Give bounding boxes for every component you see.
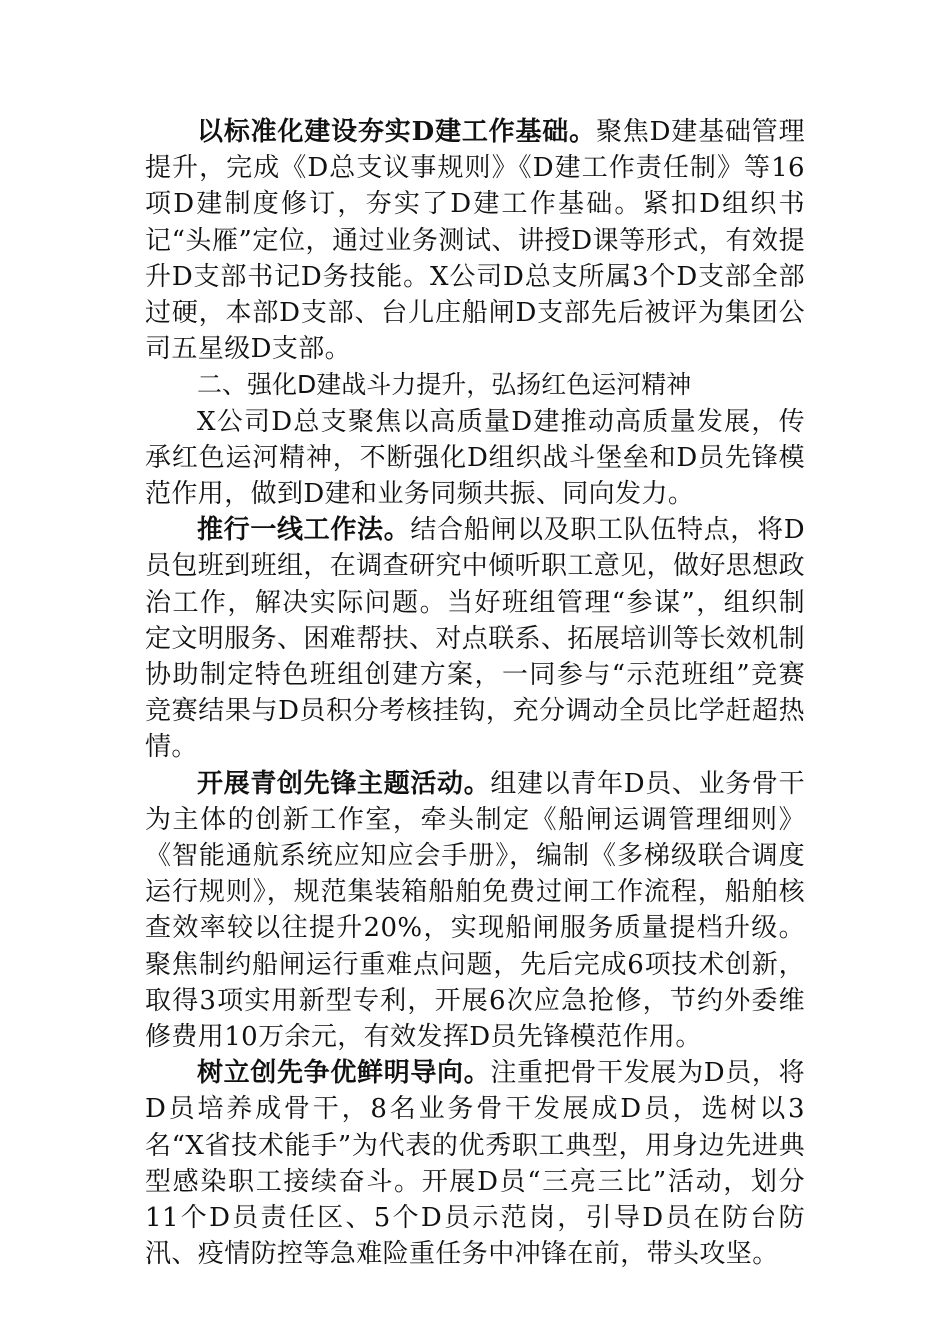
paragraph-body: 注重把骨干发展为D员，将D员培养成骨干，8名业务骨干发展成D员，选树以3名“X省技术能手”为代表的优秀职工典型，用身边先进典型感染职工接续奋斗。开展D员“三亮三比”活动，划分11个D员责任区、5个D员示范岗，引导D员在防台防汛、疫情防控等急难险重任务中冲锋在前，带头攻坚。 — [145, 1058, 805, 1270]
paragraph-youth-pioneer — [145, 766, 805, 1056]
paragraph-body: X公司D总支聚焦以高质量D建推动高质量发展，传承红色运河精神，不断强化D组织战斗堡垒和D员先锋模范作用，做到D建和业务同频共振、同向发力。 — [145, 406, 805, 510]
paragraph-body: 聚焦D建基础管理提升，完成《D总支议事规则》《D建工作责任制》等16项D建制度修订，夯实了D建工作基础。紧扣D组织书记“头雁”定位，通过业务测试、讲授D课等形式，有效提升D支部书记D务技能。X公司D总支所属3个D支部全部过硬，本部D支部、台儿庄船闸D支部先后被评为集团公司五星级D支部。 — [145, 117, 805, 365]
paragraph-lead: 推行一线工作法。 — [197, 515, 411, 546]
section-heading: 二、强化D建战斗力提升，弘扬红色运河精神 — [197, 370, 692, 400]
paragraph-lead: 开展青创先锋主题活动。 — [197, 768, 491, 799]
document-page — [145, 114, 805, 1273]
paragraph-excellence-orientation — [145, 1055, 805, 1272]
paragraph-frontline-method — [145, 512, 805, 765]
paragraph-body: 结合船闸以及职工队伍特点，将D员包班到班组，在调查研究中倾听职工意见，做好思想政治工作，解决实际问题。当好班组管理“参谋”，组织制定文明服务、困难帮扶、对点联系、拓展培训等长效机制协助制定特色班组创建方案，一同参与“示范班组”竞赛竞赛结果与D员积分考核挂钩，充分调动全员比学赶超热情。 — [145, 515, 806, 763]
paragraph-body: 组建以青年D员、业务骨干为主体的创新工作室，牵头制定《船闸运调管理细则》《智能通航系统应知应会手册》，编制《多梯级联合调度运行规则》，规范集装箱船舶免费过闸工作流程，船舶核查效率较以往提升20%，实现船闸服务质量提档升级。聚焦制约船闸运行重难点问题，先后完成6项技术创新，取得3项实用新型专利，开展6次应急抢修，节约外委维修费用10万余元，有效发挥D员先锋模范作用。 — [145, 768, 805, 1053]
paragraph-lead: 以标准化建设夯实D建工作基础。 — [197, 117, 596, 147]
paragraph-lead: 树立创先争优鲜明导向。 — [197, 1058, 491, 1089]
paragraph-intro — [145, 404, 805, 513]
paragraph-standardization — [145, 114, 805, 367]
